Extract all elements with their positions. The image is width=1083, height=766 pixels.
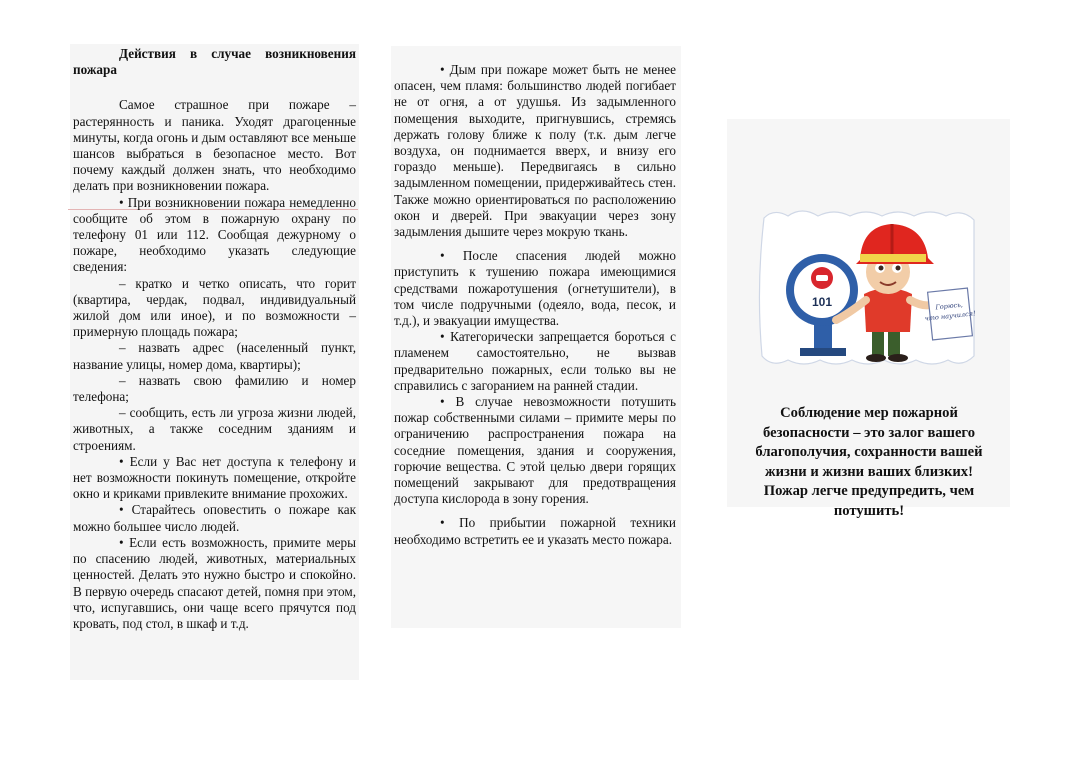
- page-title: Действия в случае возникновения пожара: [73, 46, 356, 78]
- phone-base: [800, 348, 846, 356]
- svg-text:что научился!: что научился!: [924, 309, 977, 323]
- paragraph-meet-firefighters: • По прибытии пожарной техники необходимо встретить ее и указать место пожара.: [394, 515, 676, 547]
- paragraph-smoke: • Дым при пожаре может быть не менее опасен, чем пламя: большинство людей погибает не от огня, а от удушья. Из задымленного помещения выходите, пригнувшись, стремясь держать голову ближе к полу (т.к. дым легче воздуха, он поднимается вверх, и внизу его гораздо меньше). Передвигаясь в сильно задымленном помещении, придерживайтесь стен. Также можно ориентироваться по расположению окон и дверей. При эвакуации через зону задымления дышите через мокрую ткань.: [394, 62, 676, 240]
- column-1: [73, 46, 356, 632]
- paragraph-report-fire: • При возникновении пожара немедленно сообщите об этом в пожарную охрану по телефону 01 или 112. Сообщая дежурному о пожаре, необходимо указать следующие сведения:: [73, 194, 356, 275]
- paragraph-extinguish: • После спасения людей можно приступить к тушению пожара имеющимися средствами пожаротушения (огнетушители), в том числе подручными (одеяло, вода, песок, и т.д.), и эвакуации имущества.: [394, 248, 676, 329]
- firefighter-boy-illustration: [752, 208, 980, 368]
- column-2: [394, 62, 676, 548]
- paragraph-name: – назвать свою фамилию и номер телефона;: [73, 372, 356, 405]
- phone-number-label: 101: [811, 295, 833, 309]
- helmet-visor: [860, 254, 926, 262]
- paragraph-threat: – сообщить, есть ли угроза жизни людей, животных, а также соседним зданиям и строениям.: [73, 405, 356, 453]
- paragraph-no-phone: • Если у Вас нет доступа к телефону и нет возможности покинуть помещение, откройте окно и криками привлеките внимание прохожих.: [73, 453, 356, 502]
- paragraph-rescue: • Если есть возможность, примите меры по спасению людей, животных, материальных ценностей. Делать это нужно быстро и спокойно. В первую очередь спасают детей, помня при этом, что, испугавшись, они чаще всего прячутся под кровать, под стол, в шкаф и т.д.: [73, 534, 356, 631]
- paragraph-notify: • Старайтесь оповестить о пожаре как можно большее число людей.: [73, 502, 356, 534]
- held-sign-text: Горюсь,: [935, 300, 964, 312]
- paragraph-address: – назвать адрес (населенный пункт, название улицы, номер дома, квартиры);: [73, 340, 356, 372]
- paragraph-containment: • В случае невозможности потушить пожар собственными силами – примите меры по ограничению распространения пожара на соседние помещения, здания и сооружения, горючие вещества. С этой целью двери горящих помещений закрывают для предотвращения доступа кислорода в зону горения.: [394, 394, 676, 507]
- intro-paragraph: Самое страшное при пожаре – растерянность и паника. Уходят драгоценные минуты, когда огонь и дым оставляют все меньше шансов выбраться в безопасное место. Вот почему каждый должен знать, что необходимо делать при возникновении пожара.: [73, 97, 356, 194]
- closing-message: Соблюдение мер пожарной безопасности – это залог вашего благополучия, сохранности вашей жизни и жизни ваших близких! Пожар легче предупредить, чем потушить!: [755, 405, 983, 519]
- paragraph-describe: – кратко и четко описать, что горит (квартира, чердак, подвал, индивидуальный жилой дом или иное), и по возможности – примерную площадь пожара;: [73, 275, 356, 340]
- boy-shirt: [864, 288, 912, 332]
- paragraph-forbidden: • Категорически запрещается бороться с пламенем самостоятельно, не вызвав предварительно пожарных, если только вы не справились с загоранием на ранней стадии.: [394, 329, 676, 393]
